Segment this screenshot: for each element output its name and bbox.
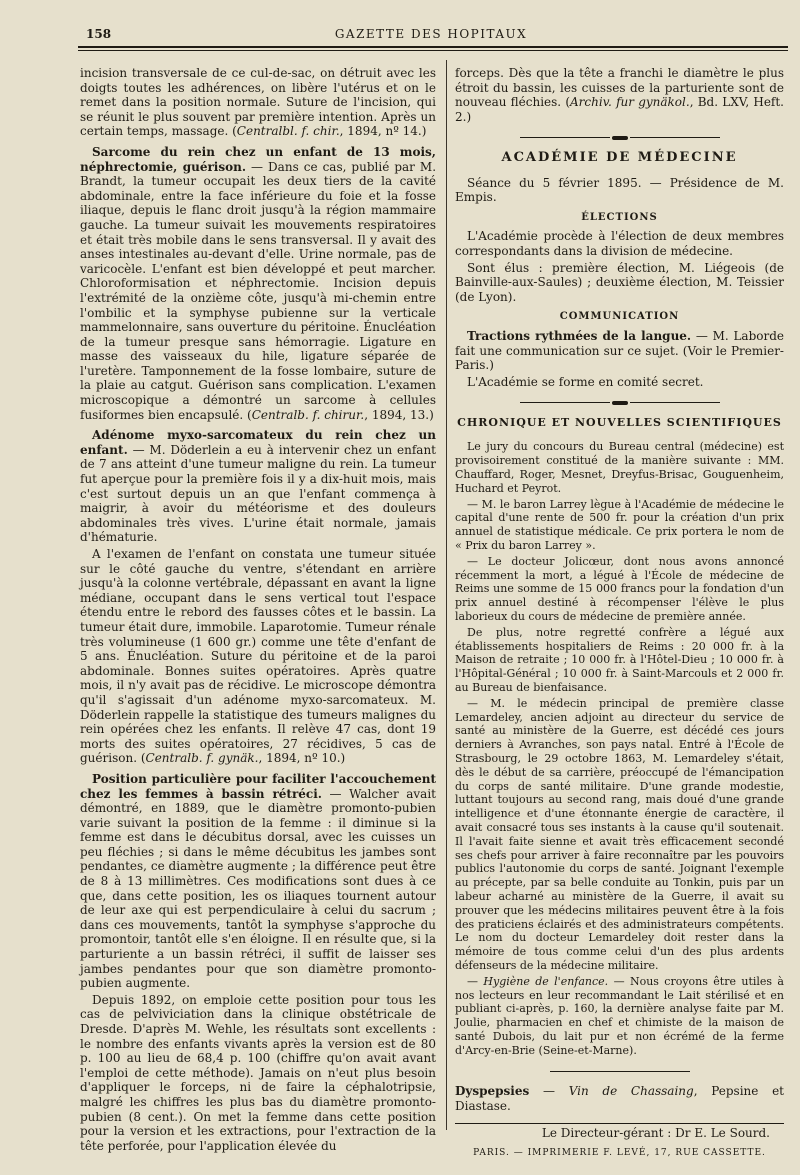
article-adenome: Adénome myxo-sarcomateux du rein chez un enfant. — M. Döderlein a eu à intervenir chez un enfant de 7 ans atteint d'une tumeur maligne du rein. La tumeur fut aperçue pour la première fois il y a dix-huit mois, mais c'est surtout depuis un an que l'enfant commença à maigrir, à avoir du météorisme et des douleurs abdominales très vives. L'urine était normale, jamais d'hématurie. [80,428,436,545]
seance-line: Séance du 5 février 1895. — Présidence de M. Empis. [455,175,784,205]
news-item: Le jury du concours du Bureau central (médecine) est provisoirement constitué de la manière suivante : MM. Chauffard, Roger, Mesnet, Dreyfus-Brisac, Gouguenheim, Huchard et Peyrot. [455,440,784,495]
chronique-body [455,440,784,1057]
communication-paragraph: L'Académie se forme en comité secret. [467,374,704,389]
ornament-separator [455,1064,784,1079]
article-adenome-paragraph: A l'examen de l'enfant on constata une tumeur située sur le côté gauche du ventre, s'étendant en arrière jusqu'à la colonne vertébrale, dépassant en avant la ligne médiane, occupant dans le sens vertical tout l'espace étendu entre le rebord des fausses côtes et le bassin. La tumeur était dure, immobile. Laparotomie. Tumeur rénale très volumineuse (1 600 gr.) comme une tête d'enfant de 5 ans. Énucléation. Suture du péritoine et de la paroi abdominale. Bonnes suites opératoires. Après quatre mois, il n'y avait pas de récidive. Le microscope démontra qu'il s'agissait d'un adénome myxo-sarcomateux. M. Döderlein rappelle la statistique des tumeurs malignes du rein opérées chez les enfants. Il relève 47 cas, dont 19 morts des suites opératoires, 27 récidives, 5 cas de guérison. (Centralb. f. gynäk., 1894, nº 10.) [80,547,436,766]
column-divider [446,60,447,1130]
left-column [80,66,436,1156]
header-rule-thin [78,50,788,51]
right-column [455,66,785,1158]
news-item: De plus, notre regretté confrère a légué aux établissements hospitaliers de Reims : 20 000 fr. à la Maison de retraite ; 10 000 fr. à l'Hôtel-Dieu ; 10 000 fr. à l'Hôpital-Général ; 10 000 fr. à Saint-Marcouls et 2 000 fr. au Bureau de bienfaisance. [455,625,784,695]
subhead-communication: COMMUNICATION [559,311,680,323]
advertisement-line: Dyspepsies — Vin de Chassaing, Pepsine et Diastase. [455,1084,785,1113]
continued-paragraph: forceps. Dès que la tête a franchi le diamètre le plus étroit du bassin, les cuisses de la parturiente sont de nouveau fléchies. (Archiv. fur gynäkol., Bd. LXV, Heft. 2.) [455,66,784,124]
communication-title: Tractions rythmées de la langue. [467,328,692,343]
printer-line: PARIS. — IMPRIMERIE F. LEVÉ, 17, RUE CASSETTE. [473,1147,766,1158]
news-item: — M. le baron Larrey lègue à l'Académie de médecine le capital d'une rente de 500 fr. pour la création d'un prix annuel de statistique médicale. Ce prix portera le nom de « Prix du baron Larrey ». [455,497,784,553]
section-title-academie: ACADÉMIE DE MÉDECINE [501,149,738,165]
article-title: Position particulière pour faciliter l'accouchement chez les femmes à bassin rétréci. [80,771,436,801]
page-number: 158 [86,27,112,41]
ornament-separator [455,130,784,145]
article-position-paragraph: Depuis 1892, on emploie cette position pour tous les cas de pelviviciation dans la clinique obstétricale de Dresde. D'après M. Wehle, les résultats sont excellents : le nombre des enfants vivants après la version est de 80 p. 100 au lieu de 68,4 p. 100 (chiffre qu'on avait avant l'emploi de cette méthode). Jamais on n'eut plus besoin d'appliquer le forceps, ni de faire la céphalotripsie, malgré les chiffres les plus bas du diamètre promonto-pubien (8 cent.). On met la femme dans cette position pour la version et les extractions, pour l'extraction de la tête perforée, pour l'application élevée du [80,992,436,1153]
communication-paragraph: Tractions rythmées de la langue. — M. Laborde fait une communication sur ce sujet. (Voir le Premier-Paris.) [455,328,785,373]
page-header [78,22,784,44]
news-item: — M. le médecin principal de première classe Lemardeley, ancien adjoint au directeur du service de santé au ministère de la Guerre, est décédé ces jours derniers à Avranches, son pays natal. Entré à l'École de Strasbourg, le 29 octobre 1863, M. Lemardeley s'était, dès le début de sa carrière, préoccupé de l'émancipation du corps de santé militaire. D'une grande modestie, luttant toujours au second rang, mais doué d'une grande intelligence et d'une étonnante énergie de caractère, il avait consacré tous ses instants à la cause qu'il soutenait. Il l'avait faite sienne et avait très efficacement secondé ses chefs pour arriver à faire reconnaître par les pouvoirs publics l'autonomie du corps de santé. Joignant l'exemple au précepte, par sa belle conduite au Tonkin, puis par un labeur acharné au ministère de la Guerre, il avait su prouver que les médecins militaires peuvent être à la fois des praticiens éclairés et des administrateurs compétents. Le nom du docteur Lemardeley doit rester dans la mémoire de tous comme celui d'un des plus ardents défenseurs de la médecine militaire. [455,696,784,972]
article-title: Sarcome du rein chez un enfant de 13 mois, néphrectomie, guérison. [80,144,436,174]
continued-paragraph: incision transversale de ce cul-de-sac, on détruit avec les doigts toutes les adhérences, on libère l'utérus et on le remet dans la position normale. Suture de l'incision, qui se réunit le plus souvent par première intention. Après un certain temps, massage. (Centralbl. f. chir., 1894, nº 14.) [80,66,436,139]
article-title: Adénome myxo-sarcomateux du rein chez un enfant. [80,428,436,457]
news-item: — Le docteur Jolicœur, dont nous avons annoncé récemment la mort, a légué à l'École de médecine de Reims une somme de 15 000 francs pour la fondation d'un prix annuel destiné à récompenser l'élève le plus laborieux du cours de médecine de première année. [455,554,784,624]
elections-paragraph: L'Académie procède à l'élection de deux membres correspondants dans la division de médecine. [455,229,784,258]
ornament-separator [455,395,784,410]
article-position: Position particulière pour faciliter l'accouchement chez les femmes à bassin rétréci. — Walcher avait démontré, en 1889, que le diamètre promonto-pubien varie suivant la position de la femme : il diminue si la femme est dans le décubitus dorsal, avec les cuisses un peu fléchies ; si dans le même décubitus les jambes sont pendantes, ce diamètre augmente ; la différence peut être de 8 à 13 millimètres. Ces modifications sont dues à ce que, dans cette position, les os iliaques tournent autour de leur axe qui est perpendiculaire à celui du sacrum ; dans ces mouvements, tantôt la symphyse s'approche du promontoir, tantôt elle s'en éloigne. Il en résulte que, si la parturiente a un bassin rétréci, il suffit de laisser ses jambes pendantes pour que son diamètre promonto-pubien augmente. [80,771,436,991]
subhead-elections: ÉLECTIONS [581,211,658,223]
news-item: — Hygiène de l'enfance. — Nous croyons être utiles à nos lecteurs en leur recommandant le Lait stérilisé et en publiant ci-après, p. 160, la dernière analyse faite par M. Joulie, pharmacien en chef et chimiste de la maison de santé Dubois, du lait pur et non écrémé de la ferme d'Arcy-en-Brie (Seine-et-Marne). [455,974,784,1057]
header-rule [78,46,788,48]
footer-rule [455,1123,784,1124]
section-title-chronique: CHRONIQUE ET NOUVELLES SCIENTIFIQUES [457,415,782,429]
running-title: GAZETTE DES HOPITAUX [334,27,528,41]
elections-paragraph: Sont élus : première élection, M. Liégeois (de Bainville-aux-Saules) ; deuxième élection, M. Teissier (de Lyon). [455,260,784,304]
directeur-signature: Le Directeur-gérant : Dr E. Le Sourd. [541,1126,770,1141]
article-sarcome-rein: Sarcome du rein chez un enfant de 13 mois, néphrectomie, guérison. — Dans ce cas, publié par M. Brandt, la tumeur occupait les deux tiers de la cavité abdominale, entre la face inférieure du foie et la fosse iliaque, depuis le flanc droit jusqu'à la région mammaire gauche. La tumeur suivait les mouvements respiratoires et était très mobile dans le sens transversal. Il y avait des anses intestinales au-devant d'elle. Urine normale, pas de varicocèle. L'enfant est bien développé et peut marcher. Chloroformisation et néphrectomie. Incision depuis l'extrémité de la onzième côte, jusqu'à mi-chemin entre l'ombilic et la symphyse pubienne sur la verticale mammelonnaire, sans ouverture du péritoine. Énucléation de la tumeur presque sans hémorragie. Ligature en masse des vaisseaux du hile, ligature séparée de l'uretère. Tamponnement de la fosse lombaire, suture de la plaie au catgut. Guérison sans complication. L'examen microscopique a démontré un sarcome à cellules fusiformes bien encapsulé. (Centralb. f. chirur., 1894, 13.) [80,144,437,422]
